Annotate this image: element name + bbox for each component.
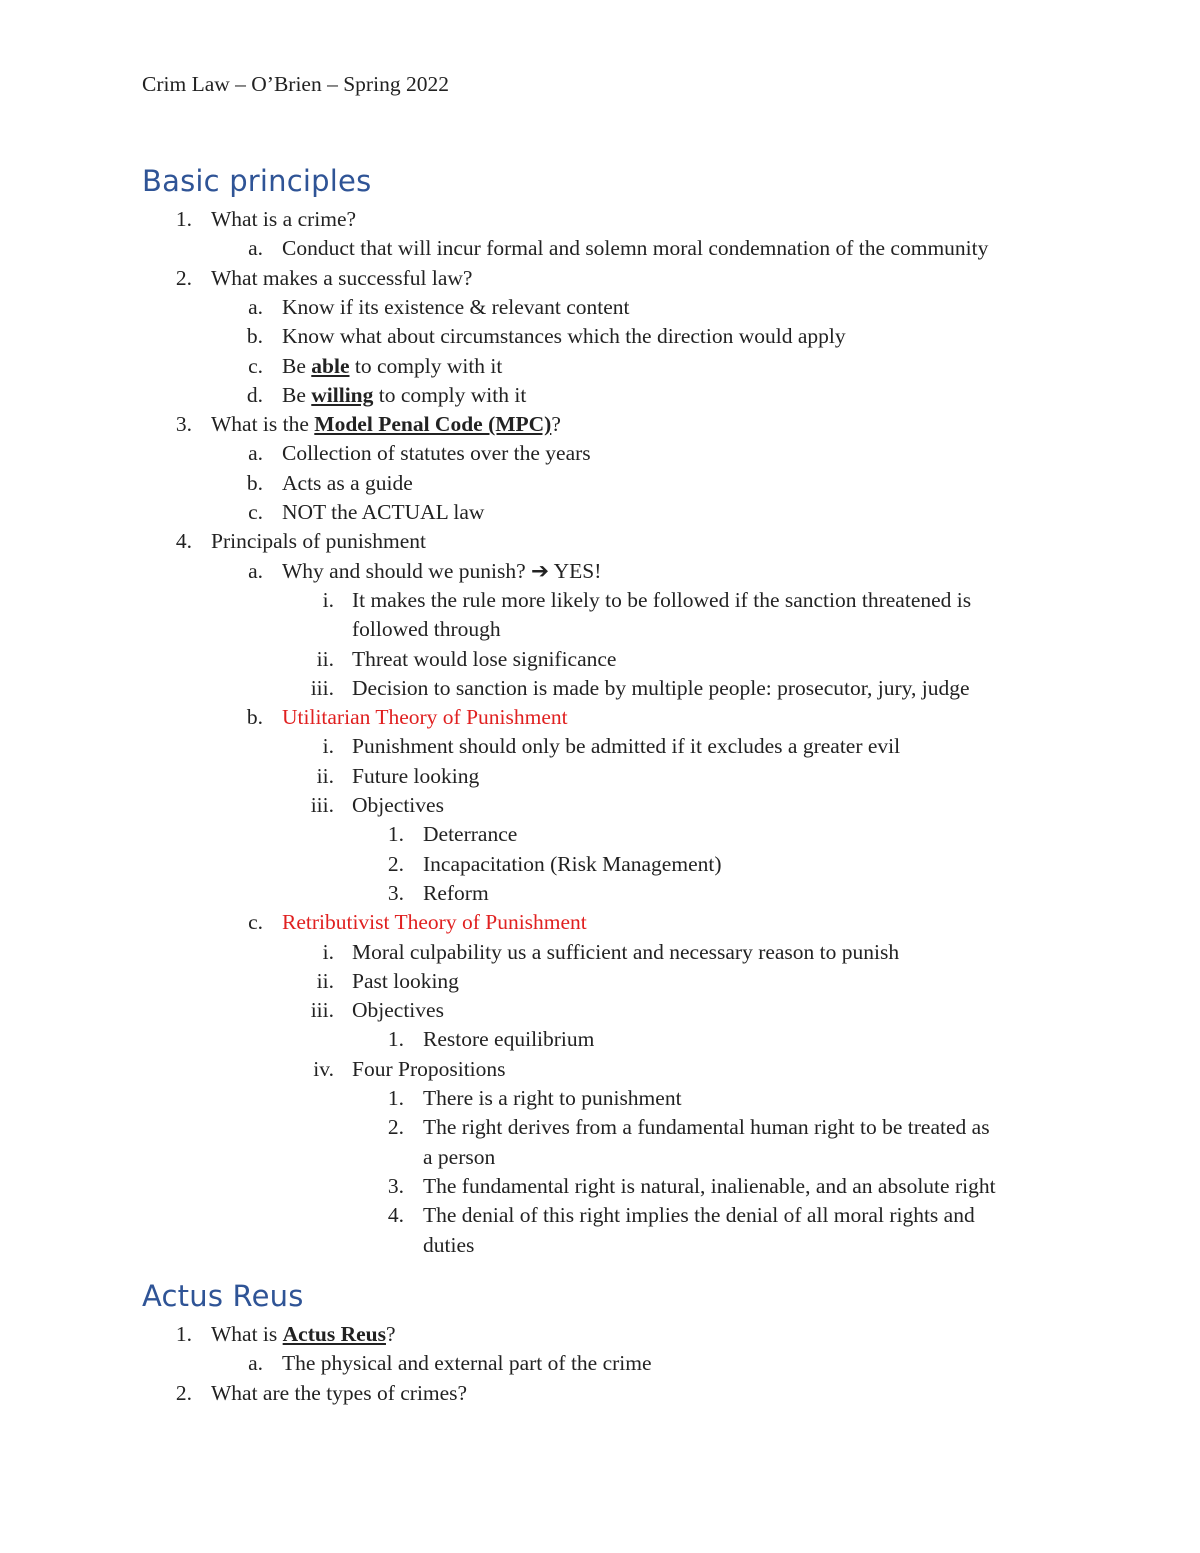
list-marker: 3.	[387, 1173, 404, 1198]
list-item-text: What makes a successful law?	[211, 265, 473, 290]
list-item-text: Incapacitation (Risk Management)	[423, 851, 722, 876]
list-item	[0, 1143, 1200, 1172]
list-marker: 3.	[175, 412, 192, 437]
list-item	[0, 469, 1200, 498]
list-marker: d.	[246, 382, 263, 407]
list-item	[0, 703, 1200, 732]
list-item-text: Past looking	[352, 968, 459, 993]
list-marker: ii.	[316, 763, 334, 788]
section-heading: Basic principles	[142, 164, 372, 198]
list-item	[0, 938, 1200, 967]
list-marker: 2.	[387, 1115, 404, 1140]
section-heading: Actus Reus	[142, 1279, 304, 1313]
list-item-text: What are the types of crimes?	[211, 1380, 468, 1405]
text-segment: to comply with it	[349, 353, 503, 378]
list-item-text: The denial of this right implies the denial of all moral rights and	[423, 1203, 975, 1228]
list-item	[0, 1055, 1200, 1084]
list-marker: 3.	[387, 880, 404, 905]
list-item-text: a person	[423, 1144, 496, 1169]
list-item-text: Restore equilibrium	[423, 1027, 595, 1052]
list-item-text: Conduct that will incur formal and solemn moral condemnation of the community	[282, 236, 989, 261]
list-item	[0, 615, 1200, 644]
list-item-text: Retributivist Theory of Punishment	[282, 910, 587, 935]
list-item-text: It makes the rule more likely to be followed if the sanction threatened is	[352, 587, 972, 612]
list-marker: i.	[322, 734, 334, 759]
list-item-text: Know if its existence & relevant content	[282, 294, 630, 319]
list-item	[0, 527, 1200, 556]
list-item	[0, 1172, 1200, 1201]
list-marker: a.	[248, 558, 263, 583]
list-item	[0, 1379, 1200, 1408]
list-item	[0, 1201, 1200, 1230]
list-marker: 2.	[175, 1380, 192, 1405]
list-marker: iii.	[310, 793, 334, 817]
list-item	[0, 293, 1200, 322]
list-item-text: Deterrance	[423, 822, 518, 847]
list-item-text: duties	[423, 1232, 475, 1257]
list-marker: iii.	[310, 675, 334, 700]
list-item	[0, 498, 1200, 527]
list-marker: b.	[246, 705, 263, 730]
list-item	[0, 1320, 1200, 1349]
emphasized-term: Actus Reus	[282, 1322, 386, 1346]
list-item-text: Reform	[423, 880, 489, 905]
list-marker: a.	[248, 1351, 263, 1376]
list-item-text: What is a crime?	[211, 207, 357, 231]
list-marker: 1.	[175, 207, 192, 231]
text-segment: Be	[282, 353, 312, 378]
list-item-text	[211, 1320, 396, 1349]
list-item-text	[282, 352, 502, 381]
text-segment: What is	[211, 1322, 283, 1346]
text-segment: to comply with it	[373, 382, 527, 407]
list-item-text: Objectives	[352, 998, 444, 1023]
emphasized-term: willing	[311, 382, 374, 407]
list-item	[0, 645, 1200, 674]
list-item	[0, 1025, 1200, 1054]
list-marker: c.	[248, 500, 263, 524]
list-item-text: Acts as a guide	[282, 470, 413, 495]
list-item	[0, 1231, 1200, 1260]
list-item	[0, 820, 1200, 849]
list-item	[0, 674, 1200, 703]
text-segment: ?	[385, 1322, 396, 1346]
list-item-text: Four Propositions	[352, 1056, 506, 1081]
text-segment: What is the	[211, 412, 315, 437]
list-item	[0, 205, 1200, 234]
list-item	[0, 586, 1200, 615]
list-item	[0, 1349, 1200, 1378]
list-item-text: Why and should we punish? ➔ YES!	[282, 558, 602, 583]
list-item-text: Moral culpability us a sufficient and necessary reason to punish	[352, 939, 900, 964]
list-item	[0, 1084, 1200, 1113]
list-marker: ii.	[316, 968, 334, 993]
list-marker: 1.	[387, 1086, 404, 1110]
list-item	[0, 439, 1200, 468]
list-item	[0, 1113, 1200, 1142]
list-item	[0, 850, 1200, 879]
list-marker: a.	[248, 441, 263, 466]
list-item-text: Principals of punishment	[211, 529, 426, 554]
list-marker: ii.	[316, 646, 334, 671]
list-marker: 2.	[175, 265, 192, 290]
list-item-text: The physical and external part of the crime	[282, 1351, 652, 1376]
list-item	[0, 264, 1200, 293]
list-item-text: Punishment should only be admitted if it excludes a greater evil	[352, 734, 901, 759]
text-segment: ?	[551, 412, 561, 437]
list-item-text: Objectives	[352, 793, 444, 817]
list-marker: 4.	[175, 529, 192, 554]
list-marker: i.	[322, 587, 334, 612]
list-item-text: Future looking	[352, 763, 480, 788]
list-item	[0, 732, 1200, 761]
list-marker: c.	[248, 353, 263, 378]
list-item-text: Collection of statutes over the years	[282, 441, 591, 466]
list-item-text	[282, 381, 526, 410]
emphasized-term: able	[311, 353, 350, 378]
page-header: Crim Law – O’Brien – Spring 2022	[142, 72, 449, 96]
list-item	[0, 879, 1200, 908]
list-marker: c.	[248, 910, 263, 935]
list-marker: 1.	[175, 1322, 192, 1346]
list-item	[0, 352, 1200, 381]
emphasized-term: Model Penal Code (MPC)	[314, 412, 552, 437]
list-marker: iii.	[310, 998, 334, 1023]
list-item-text: Threat would lose significance	[352, 646, 617, 671]
list-item	[0, 381, 1200, 410]
list-item	[0, 791, 1200, 820]
list-item	[0, 322, 1200, 351]
list-marker: a.	[248, 294, 263, 319]
text-segment: Be	[282, 382, 312, 407]
list-marker: 1.	[387, 1027, 404, 1052]
list-marker: 1.	[387, 822, 404, 847]
list-marker: b.	[246, 324, 263, 349]
list-item-text: Know what about circumstances which the direction would apply	[282, 324, 846, 349]
list-item-text: NOT the ACTUAL law	[282, 500, 485, 524]
list-marker: 4.	[387, 1203, 404, 1228]
list-item	[0, 234, 1200, 263]
list-item	[0, 967, 1200, 996]
list-item	[0, 908, 1200, 937]
list-marker: 2.	[387, 851, 404, 876]
list-item	[0, 996, 1200, 1025]
list-marker: i.	[322, 939, 334, 964]
list-item	[0, 410, 1200, 439]
list-marker: a.	[248, 236, 263, 261]
list-item-text: followed through	[352, 617, 501, 642]
list-item-text: The fundamental right is natural, inalienable, and an absolute right	[423, 1173, 996, 1198]
list-item-text: The right derives from a fundamental human right to be treated as	[423, 1115, 990, 1140]
list-item-text: There is a right to punishment	[423, 1086, 682, 1110]
list-item	[0, 557, 1200, 586]
list-item-text: Decision to sanction is made by multiple people: prosecutor, jury, judge	[352, 675, 970, 700]
list-marker: b.	[246, 470, 263, 495]
list-marker: iv.	[313, 1056, 334, 1081]
list-item-text	[211, 410, 561, 439]
list-item-text: Utilitarian Theory of Punishment	[282, 705, 568, 730]
list-item	[0, 762, 1200, 791]
